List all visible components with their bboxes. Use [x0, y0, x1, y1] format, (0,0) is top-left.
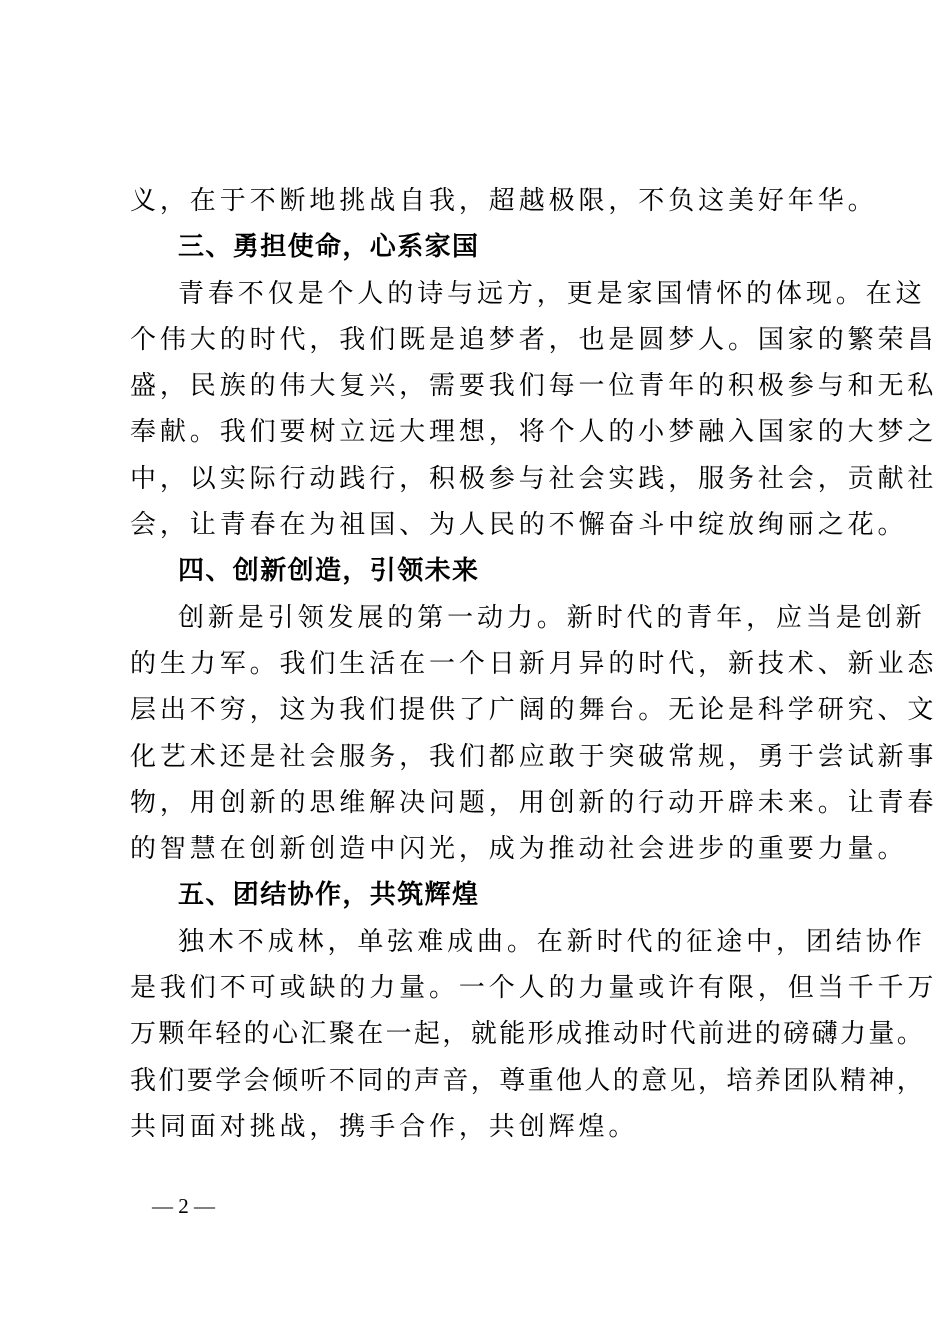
section-heading: 四、创新创造，引领未来 — [178, 556, 480, 586]
paragraph-line: 共同面对挑战，携手合作，共创辉煌。 — [130, 1112, 639, 1142]
paragraph-line: 化艺术还是社会服务，我们都应敢于突破常规，勇于尝试新事 — [130, 742, 938, 772]
page-number: — 2 — — [152, 1194, 215, 1218]
paragraph-line: 个伟大的时代，我们既是追梦者，也是圆梦人。国家的繁荣昌 — [130, 325, 938, 355]
paragraph-line: 的生力军。我们生活在一个日新月异的时代，新技术、新业态 — [130, 649, 938, 679]
paragraph-line: 盛，民族的伟大复兴，需要我们每一位青年的积极参与和无私 — [130, 371, 938, 401]
section-heading: 五、团结协作，共筑辉煌 — [178, 880, 480, 910]
paragraph-line: 中，以实际行动践行，积极参与社会实践，服务社会，贡献社 — [130, 464, 938, 494]
paragraph-line: 独木不成林，单弦难成曲。在新时代的征途中，团结协作 — [178, 927, 926, 957]
paragraph-line: 奉献。我们要树立远大理想，将个人的小梦融入国家的大梦之 — [130, 417, 938, 447]
paragraph-line: 是我们不可或缺的力量。一个人的力量或许有限，但当千千万 — [130, 973, 938, 1003]
paragraph-line: 层出不穷，这为我们提供了广阔的舞台。无论是科学研究、文 — [130, 695, 938, 725]
paragraph-line: 我们要学会倾听不同的声音，尊重他人的意见，培养团队精神， — [130, 1066, 926, 1096]
paragraph-line: 创新是引领发展的第一动力。新时代的青年，应当是创新 — [178, 603, 926, 633]
paragraph-line: 物，用创新的思维解决问题，用创新的行动开辟未来。让青春 — [130, 788, 938, 818]
paragraph-line: 的智慧在创新创造中闪光，成为推动社会进步的重要力量。 — [130, 834, 908, 864]
paragraph-line: 青春不仅是个人的诗与远方，更是家国情怀的体现。在这 — [178, 279, 926, 309]
section-heading: 三、勇担使命，心系家国 — [178, 232, 480, 262]
paragraph-line: 会，让青春在为祖国、为人民的不懈奋斗中绽放绚丽之花。 — [130, 510, 908, 540]
paragraph-line: 义，在于不断地挑战自我，超越极限，不负这美好年华。 — [130, 186, 878, 216]
paragraph-line: 万颗年轻的心汇聚在一起，就能形成推动时代前进的磅礴力量。 — [130, 1019, 926, 1049]
